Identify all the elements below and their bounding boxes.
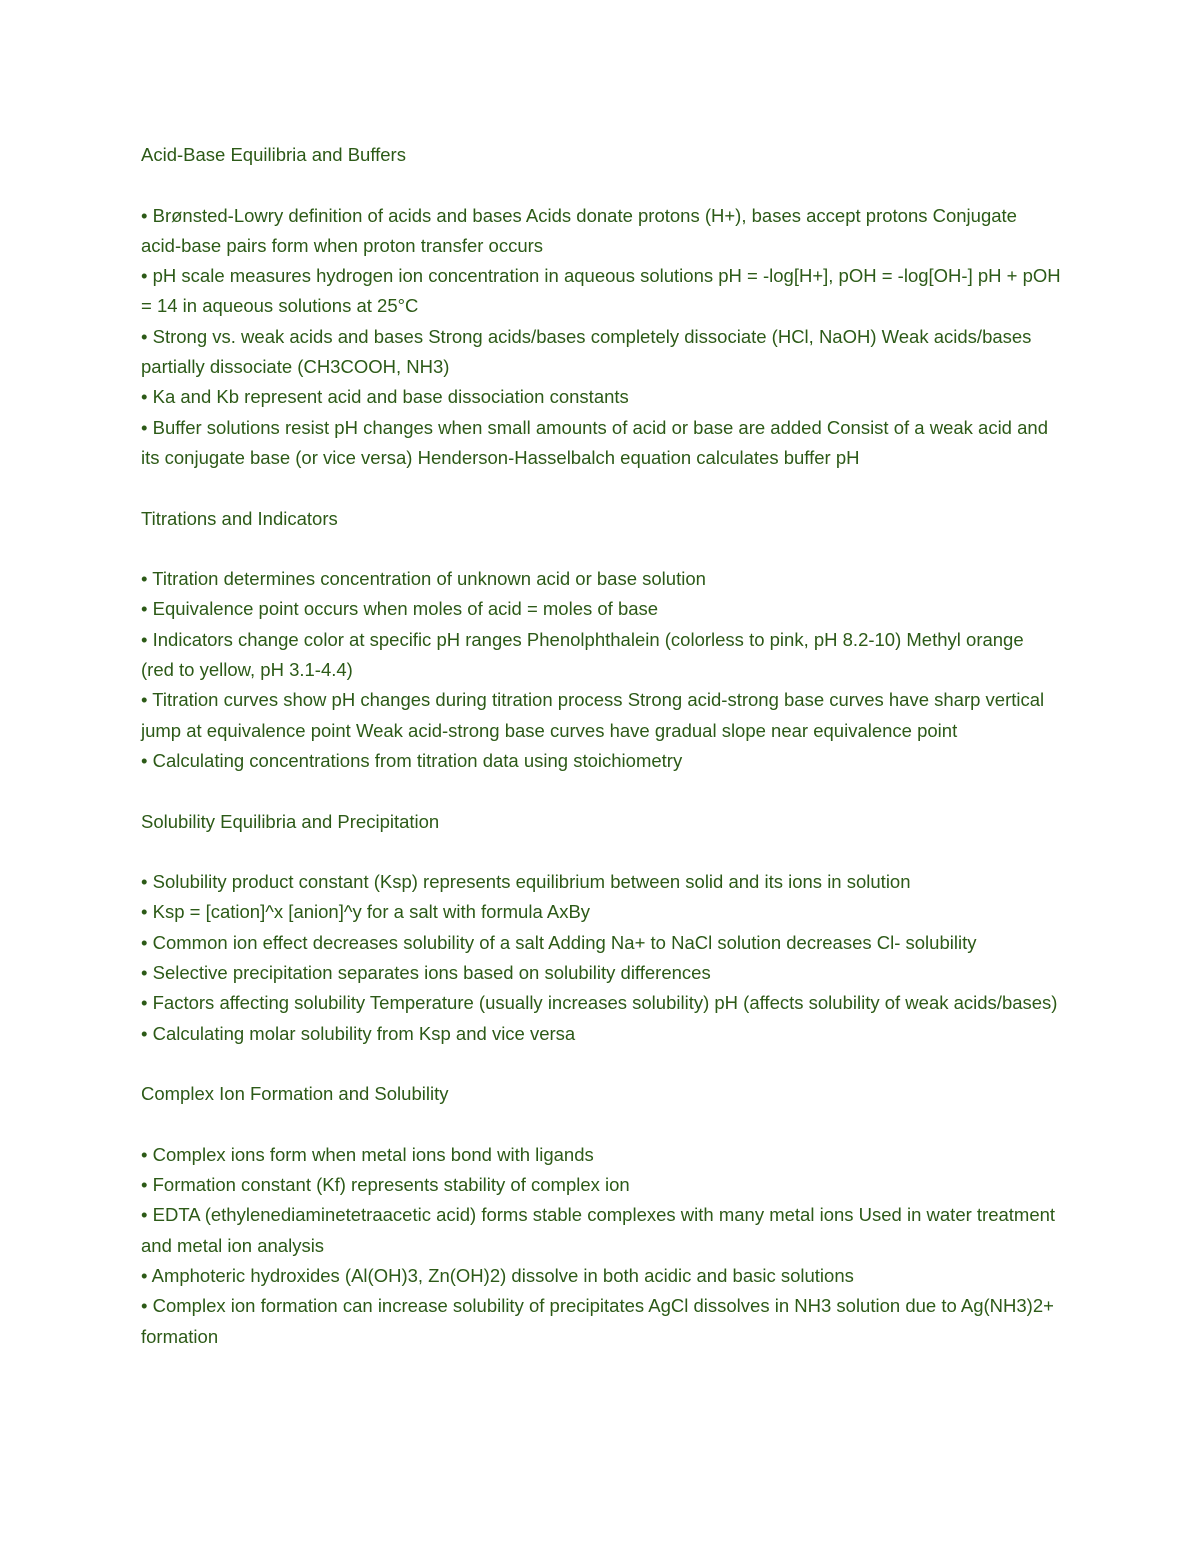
list-item-text: Selective precipitation separates ions based on solubility differences <box>152 962 711 984</box>
list-item <box>141 261 1061 322</box>
list-item <box>141 1261 1061 1291</box>
list-item <box>141 625 1061 686</box>
list-item-text: Equivalence point occurs when moles of acid = moles of base <box>152 598 659 620</box>
section-spacer <box>141 837 1061 867</box>
list-item-text: Amphoteric hydroxides (Al(OH)3, Zn(OH)2) dissolve in both acidic and basic solutions <box>151 1264 854 1286</box>
list-item-text: Ka and Kb represent acid and base dissociation constants <box>152 386 629 408</box>
list-item <box>141 988 1061 1018</box>
document-section <box>141 140 1061 473</box>
list-item-text: Titration curves show pH changes during titration process Strong acid-strong base curves have sharp vertical jump at equivalence point Weak acid-strong base curves have gradual slope near equivalence point <box>141 689 1045 741</box>
bullet-icon: • <box>141 871 148 893</box>
bullet-icon: • <box>141 386 148 408</box>
section-heading: Titrations and Indicators <box>141 507 338 529</box>
list-item <box>141 685 1061 746</box>
list-item <box>141 1019 1061 1049</box>
list-item <box>141 867 1061 897</box>
list-item-text: Solubility product constant (Ksp) represents equilibrium between solid and its ions in solution <box>152 871 911 893</box>
list-item-text: Brønsted-Lowry definition of acids and bases Acids donate protons (H+), bases accept protons Conjugate acid-base pairs form when proton transfer occurs <box>141 204 1017 256</box>
section-spacer <box>141 534 1061 564</box>
bullet-icon: • <box>141 265 148 287</box>
bullet-icon: • <box>141 749 148 771</box>
list-item-text: pH scale measures hydrogen ion concentration in aqueous solutions pH = -log[H+], pOH = -log[OH-] pH + pOH = 14 in aqueous solutions at 25°C <box>141 265 1061 317</box>
list-item-text: Factors affecting solubility Temperature (usually increases solubility) pH (affects solubility of weak acids/bases) <box>152 992 1058 1014</box>
bullet-icon: • <box>141 1143 148 1165</box>
bullet-icon: • <box>141 1022 148 1044</box>
bullet-icon: • <box>141 628 148 650</box>
list-item-text: Complex ions form when metal ions bond with ligands <box>152 1143 594 1165</box>
bullet-icon: • <box>141 568 148 590</box>
bullet-list <box>141 867 1061 1049</box>
list-item <box>141 928 1061 958</box>
list-item-text: Ksp = [cation]^x [anion]^y for a salt with formula AxBy <box>152 901 591 923</box>
bullet-list <box>141 564 1061 776</box>
bullet-icon: • <box>141 901 148 923</box>
list-item <box>141 594 1061 624</box>
list-item-text: Titration determines concentration of unknown acid or base solution <box>152 568 706 590</box>
document-section <box>141 807 1061 1049</box>
section-heading: Complex Ion Formation and Solubility <box>141 1083 449 1105</box>
list-item <box>141 382 1061 412</box>
list-item <box>141 1291 1061 1352</box>
list-item-text: Calculating molar solubility from Ksp and vice versa <box>152 1022 576 1044</box>
section-heading: Solubility Equilibria and Precipitation <box>141 810 440 832</box>
list-item-text: Formation constant (Kf) represents stability of complex ion <box>152 1174 630 1196</box>
list-item-text: Common ion effect decreases solubility of a salt Adding Na+ to NaCl solution decreases Cl- solubility <box>152 931 977 953</box>
list-item-text: Strong vs. weak acids and bases Strong acids/bases completely dissociate (HCl, NaOH) Weak acids/bases partially dissociate (CH3COOH, NH3) <box>141 325 1032 378</box>
list-item <box>141 958 1061 988</box>
list-item <box>141 897 1061 927</box>
bullet-icon: • <box>141 1264 148 1286</box>
list-item <box>141 564 1061 594</box>
document-section <box>141 504 1061 777</box>
list-item <box>141 1170 1061 1200</box>
bullet-icon: • <box>141 931 148 953</box>
list-item-text: Complex ion formation can increase solubility of precipitates AgCl dissolves in NH3 solution due to Ag(NH3)2+ formation <box>141 1295 1054 1347</box>
bullet-icon: • <box>141 325 148 347</box>
bullet-icon: • <box>141 962 148 984</box>
section-spacer <box>141 170 1061 200</box>
list-item <box>141 322 1061 383</box>
bullet-icon: • <box>141 992 148 1014</box>
document-section <box>141 1079 1061 1352</box>
bullet-icon: • <box>141 1295 148 1317</box>
section-spacer <box>141 1110 1061 1140</box>
list-item <box>141 413 1061 474</box>
list-item <box>141 746 1061 776</box>
list-item-text: Indicators change color at specific pH ranges Phenolphthalein (colorless to pink, pH 8.2-10) Methyl orange (red to yellow, pH 3.1-4.4) <box>141 628 1024 681</box>
list-item-text: Calculating concentrations from titration data using stoichiometry <box>152 749 683 771</box>
bullet-icon: • <box>141 598 148 620</box>
list-item <box>141 201 1061 262</box>
bullet-icon: • <box>141 416 148 438</box>
bullet-list <box>141 1140 1061 1352</box>
document-body <box>141 140 1061 1352</box>
bullet-icon: • <box>141 1204 148 1226</box>
list-item-text: Buffer solutions resist pH changes when small amounts of acid or base are added Consist of a weak acid and its conjugate base (or vice versa) Henderson-Hasselbalch equation calculates buffer pH <box>141 416 1048 468</box>
list-item <box>141 1200 1061 1261</box>
bullet-list <box>141 201 1061 474</box>
bullet-icon: • <box>141 1174 148 1196</box>
list-item-text: EDTA (ethylenediaminetetraacetic acid) forms stable complexes with many metal ions Used in water treatment and metal ion analysis <box>141 1204 1056 1256</box>
bullet-icon: • <box>141 204 148 226</box>
section-heading: Acid-Base Equilibria and Buffers <box>141 144 406 165</box>
list-item <box>141 1140 1061 1170</box>
bullet-icon: • <box>141 689 148 711</box>
